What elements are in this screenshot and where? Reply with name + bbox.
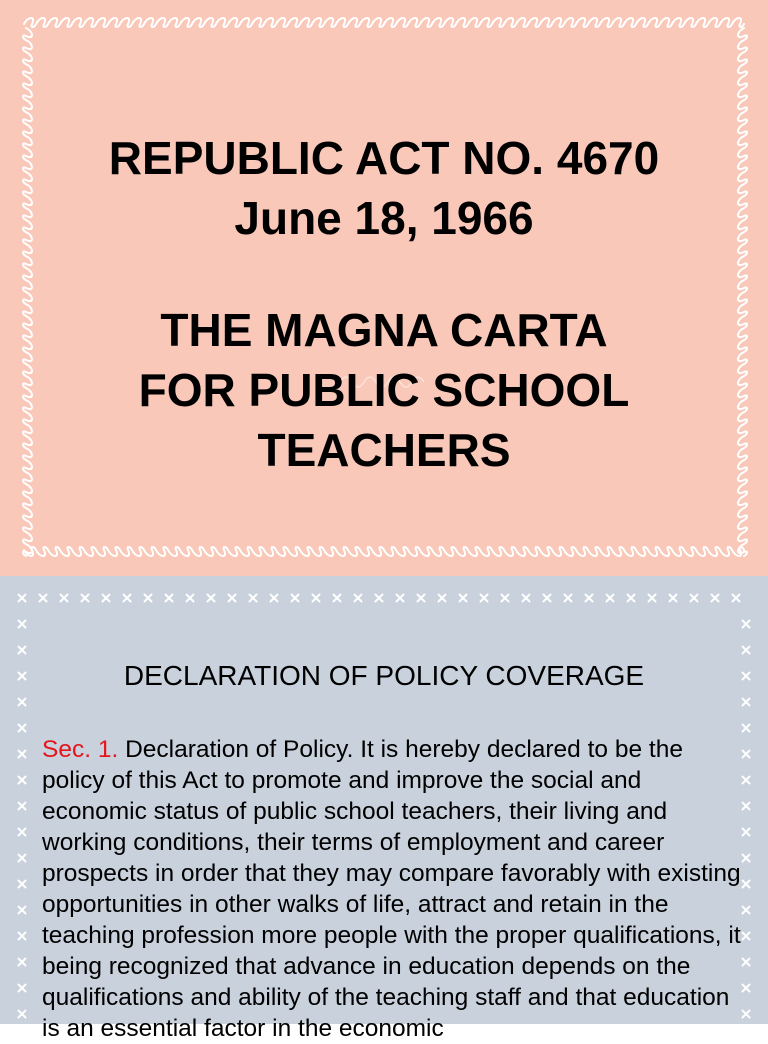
act-date-title: June 18, 1966 <box>234 192 534 244</box>
section-1-text: Declaration of Policy. It is hereby declared to be the policy of this Act to promote and improve the social and economic status of public school teachers, their living and working conditions, their terms of employment and career prospects in order that they may compare favorably with existing opportunities in other walks of life, attract and retain in the teaching profession more people with the proper qualifications, it being recognized that advance in education depends on the qualifications and ability of the teaching staff and that education is an essential factor in the economic <box>42 736 741 1042</box>
section-heading: DECLARATION OF POLICY COVERAGE <box>123 660 645 691</box>
subtitle-line-1: THE MAGNA CARTA <box>160 304 608 356</box>
subtitle-line-3: TEACHERS <box>257 424 511 476</box>
section-1-paragraph <box>42 734 742 1044</box>
subtitle-line-2: FOR PUBLIC SCHOOL <box>138 364 630 416</box>
title-block <box>0 128 768 480</box>
act-number-title: REPUBLIC ACT NO. 4670 <box>108 132 660 184</box>
section-number-label: Sec. 1. <box>42 736 119 763</box>
